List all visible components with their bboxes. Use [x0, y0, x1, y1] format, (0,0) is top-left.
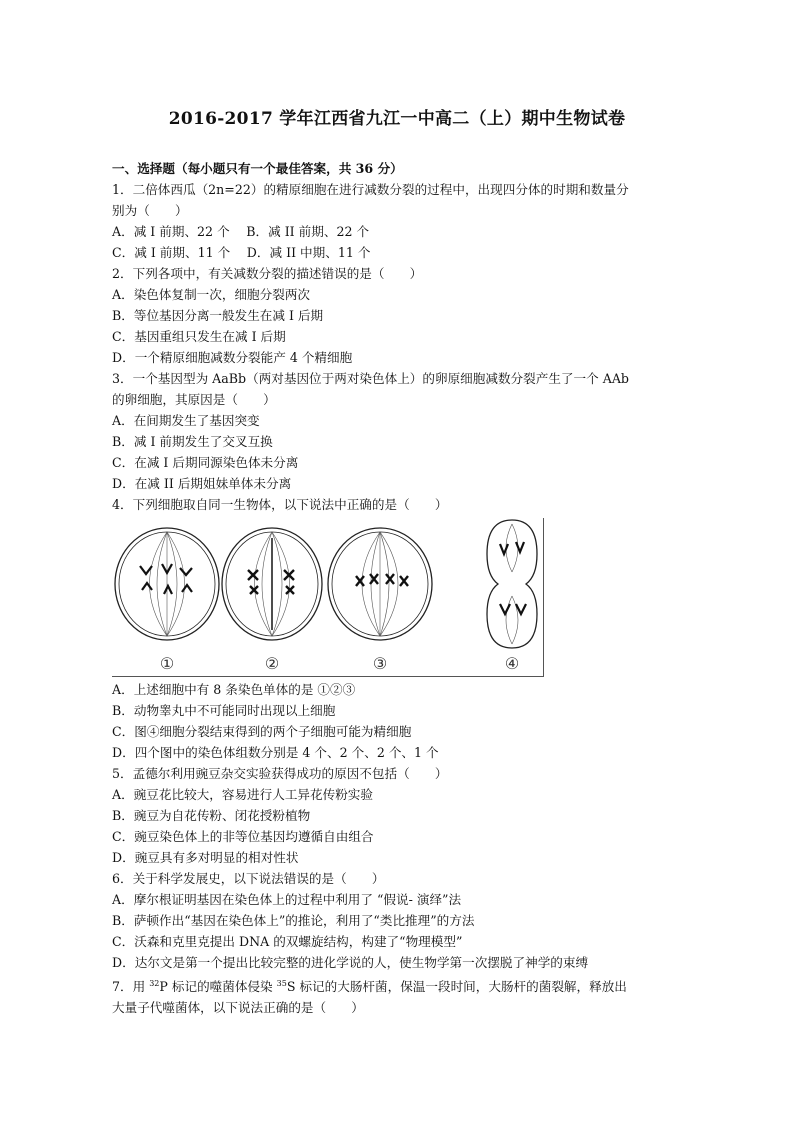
q1-options-cd: C．减 I 前期、11 个 D．减 II 中期、11 个	[112, 245, 371, 260]
cell-2-diagram	[222, 528, 322, 640]
q6-option-b: B．萨顿作出“基因在染色体上”的推论，利用了“类比推理”的方法	[112, 913, 475, 928]
q2-option-b: B．等位基因分离一般发生在减 I 后期	[112, 308, 324, 323]
cell-1-diagram	[115, 528, 219, 640]
q3-option-c: C．在减 I 后期同源染色体未分离	[112, 455, 299, 470]
q6-stem: 6．关于科学发展史，以下说法错误的是（ ）	[112, 871, 385, 886]
cell-division-figure	[112, 518, 544, 677]
q6-option-d: D．达尔文是第一个提出比较完整的进化学说的人，使生物学第一次摆脱了神学的束缚	[112, 955, 589, 970]
page-title: 2016-2017 学年江西省九江一中高二（上）期中生物试卷	[168, 109, 626, 129]
q1-stem-line1: 1．二倍体西瓜（2n=22）的精原细胞在进行减数分裂的过程中，出现四分体的时期和数量分	[112, 182, 629, 197]
q7-prefix: 7．用	[112, 979, 150, 994]
q7-mid2: S 标记的大肠杆菌，保温一段时间，大肠杆的菌裂解，释放出	[286, 979, 627, 994]
cell-4-diagram	[487, 520, 537, 648]
section-heading: 一、选择题（每小题只有一个最佳答案，共 36 分）	[112, 161, 403, 176]
cell-label-2: ②	[264, 654, 280, 673]
q5-option-c: C．豌豆染色体上的非等位基因均遵循自由组合	[112, 829, 374, 844]
q4-option-c: C．图④细胞分裂结束得到的两个子细胞可能为精细胞	[112, 724, 412, 739]
q5-stem: 5．孟德尔利用豌豆杂交实验获得成功的原因不包括（ ）	[112, 766, 448, 781]
q5-option-b: B．豌豆为自花传粉、闭花授粉植物	[112, 808, 311, 823]
q3-stem-line1: 3．一个基因型为 AaBb（两对基因位于两对染色体上）的卵原细胞减数分裂产生了一个 AAb	[112, 371, 629, 386]
q2-stem: 2．下列各项中，有关减数分裂的描述错误的是（ ）	[112, 266, 423, 281]
q3-option-b: B．减 I 前期发生了交叉互换	[112, 434, 273, 449]
cell-label-3: ③	[372, 654, 388, 673]
cell-3-diagram	[328, 528, 432, 640]
q6-option-a: A．摩尔根证明基因在染色体上的过程中利用了 “假说- 演绎”法	[112, 892, 462, 907]
q7-stem-line2: 大量子代噬菌体，以下说法正确的是（ ）	[112, 1000, 364, 1015]
q5-option-a: A．豌豆花比较大，容易进行人工异花传粉实验	[112, 787, 373, 802]
q3-option-a: A．在间期发生了基因突变	[112, 413, 260, 428]
q2-option-a: A．染色体复制一次，细胞分裂两次	[112, 287, 311, 302]
q6-option-c: C．沃森和克里克提出 DNA 的双螺旋结构，构建了“物理模型”	[112, 934, 463, 949]
q1-options-ab: A．减 I 前期、22 个 B．减 II 前期、22 个	[112, 224, 370, 239]
cell-label-1: ①	[159, 654, 175, 673]
cell-label-4: ④	[504, 654, 520, 673]
q2-option-d: D．一个精原细胞减数分裂能产 4 个精细胞	[112, 350, 353, 365]
q3-stem-line2: 的卵细胞，其原因是（ ）	[112, 392, 276, 407]
q7-sup-32: 32	[149, 979, 160, 988]
q2-option-c: C．基因重组只发生在减 I 后期	[112, 329, 286, 344]
q1-stem-line2: 别为（ ）	[112, 203, 188, 218]
q7-mid1: P 标记的噬菌体侵染	[159, 979, 277, 994]
q4-stem: 4．下列细胞取自同一生物体，以下说法中正确的是（ ）	[112, 497, 448, 512]
question-list	[112, 158, 672, 1018]
q7-sup-35: 35	[276, 979, 287, 988]
q4-option-a: A．上述细胞中有 8 条染色单体的是 ①②③	[112, 682, 356, 697]
q5-option-d: D．豌豆具有多对明显的相对性状	[112, 850, 299, 865]
q4-option-d: D．四个图中的染色体组数分别是 4 个、2 个、2 个、1 个	[112, 745, 439, 760]
q4-option-b: B．动物睾丸中不可能同时出现以上细胞	[112, 703, 336, 718]
q7-stem-line1	[112, 973, 672, 997]
q3-option-d: D．在减 II 后期姐妹单体未分离	[112, 476, 292, 491]
